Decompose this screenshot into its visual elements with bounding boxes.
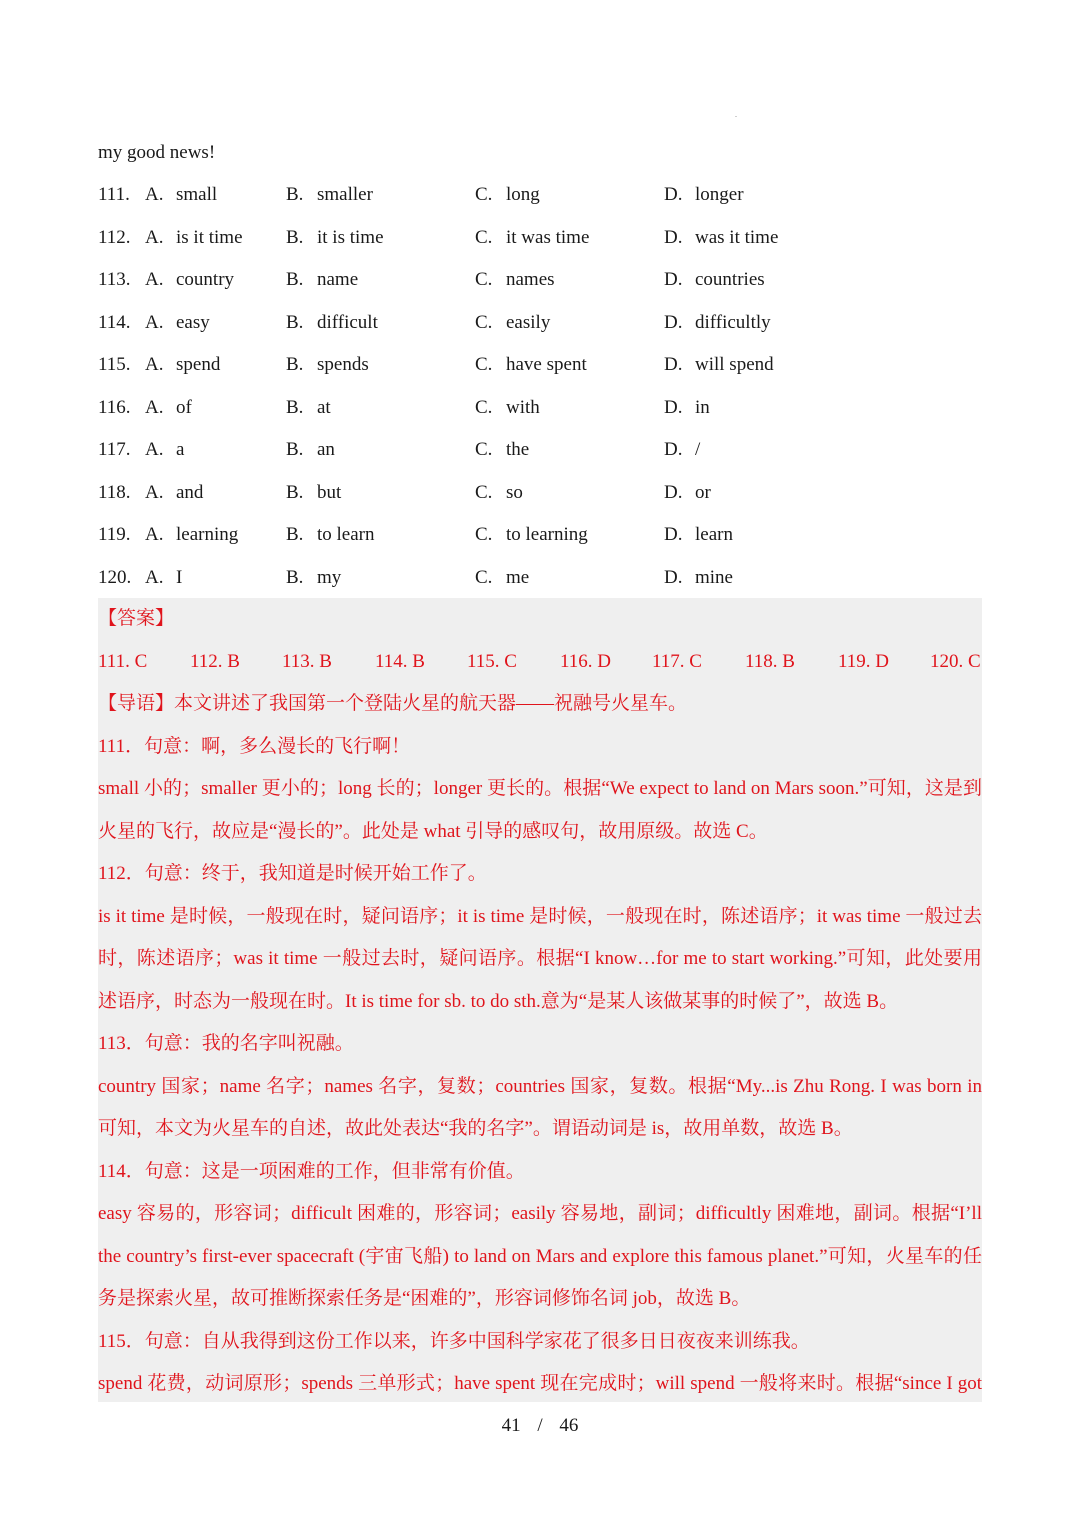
option-d (664, 266, 765, 294)
option-letter: C. (475, 184, 493, 205)
option-letter: A. (145, 396, 164, 418)
question-row (98, 479, 982, 522)
question-number: 117. (98, 439, 131, 460)
answer-heading: 【答案】 (98, 608, 175, 629)
option-b (286, 436, 335, 464)
question-number: 114. (98, 311, 131, 333)
explanation-line: is it time 是时候，一般现在时，疑问语序；it is time 是时候，一般现在时，陈述语序；it was time 一般过去 (98, 905, 982, 927)
option-text: my (317, 566, 342, 588)
option-letter: C. (475, 269, 493, 290)
option-c (475, 181, 540, 209)
option-letter: B. (286, 396, 304, 418)
option-text: mine (695, 566, 733, 588)
option-d (664, 309, 771, 337)
option-letter: C. (475, 439, 493, 460)
option-letter: D. (664, 524, 683, 545)
answer-key: 114. B (375, 651, 425, 672)
option-d (664, 181, 744, 209)
explanation-line: 务是探索火星，故可推断探索任务是“困难的”，形容词修饰名词 job，故选 B。 (98, 1288, 751, 1309)
total-pages: 46 (559, 1415, 579, 1436)
explanation-line: 111．句意：啊，多么漫长的飞行啊！ (98, 735, 411, 757)
question-number: 120. (98, 566, 132, 588)
option-a (145, 224, 243, 252)
option-c (475, 436, 529, 464)
question-number: 115. (98, 354, 131, 375)
option-text: difficultly (695, 311, 771, 333)
option-a (145, 309, 210, 337)
option-text: in (695, 396, 710, 418)
question-row (98, 436, 982, 479)
option-letter: C. (475, 524, 493, 545)
option-text: with (506, 396, 540, 418)
option-d (664, 479, 711, 507)
option-letter: B. (286, 524, 304, 545)
option-letter: C. (475, 354, 493, 375)
option-b (286, 309, 378, 337)
option-text: learning (176, 524, 239, 545)
answer-key: 111. C (98, 651, 148, 672)
option-letter: A. (145, 269, 164, 290)
option-c (475, 309, 550, 337)
option-letter: B. (286, 481, 304, 503)
option-d (664, 351, 774, 379)
question-row (98, 394, 982, 437)
option-text: at (317, 396, 331, 418)
question-number: 112. (98, 226, 131, 248)
option-letter: B. (286, 269, 304, 290)
option-c (475, 521, 588, 549)
question-options-list (98, 181, 982, 606)
question-row (98, 351, 982, 394)
question-number: 116. (98, 396, 131, 418)
option-letter: B. (286, 439, 304, 460)
current-page: 41 (501, 1415, 521, 1436)
option-a (145, 266, 234, 294)
option-letter: B. (286, 354, 304, 375)
scan-speck (735, 116, 737, 117)
question-row (98, 181, 982, 224)
option-d (664, 436, 700, 464)
option-text: the (506, 439, 530, 460)
explanation-line: 【导语】本文讲述了我国第一个登陆火星的航天器——祝融号火星车。 (98, 693, 688, 714)
option-letter: A. (145, 481, 164, 503)
option-text: longer (695, 184, 744, 205)
option-letter: C. (475, 226, 493, 248)
option-b (286, 564, 341, 592)
explanation-line: small 小的；smaller 更小的；long 长的；longer 更长的。根据“We expect to land on Mars soon.”可知，这是到 (98, 778, 982, 799)
page-number (0, 1412, 1080, 1440)
option-b (286, 266, 358, 294)
answer-key: 118. B (745, 651, 795, 672)
explanation-line: country 国家；name 名字；names 名字，复数；countries 国家，复数。根据“My...is Zhu Rong. I was born in (98, 1075, 982, 1097)
passage-end-text: my good news! (98, 142, 216, 163)
option-text: I (176, 566, 183, 588)
option-text: easily (506, 311, 551, 333)
option-text: countries (695, 269, 765, 290)
option-text: country (176, 269, 235, 290)
option-text: so (506, 481, 523, 503)
option-letter: B. (286, 311, 304, 333)
explanation-line: the country’s first-ever spacecraft (宇宙飞船) to land on Mars and explore this famous planet.”可知，火星车的任 (98, 1245, 982, 1267)
question-number: 111. (98, 184, 130, 205)
answer-explanation-box (98, 598, 982, 1402)
explanation-line: 火星的飞行，故应是“漫长的”。此处是 what 引导的感叹句，故用原级。故选 C。 (98, 820, 768, 842)
option-c (475, 266, 555, 294)
option-letter: C. (475, 481, 493, 503)
option-b (286, 521, 375, 549)
option-b (286, 181, 373, 209)
option-letter: D. (664, 184, 683, 205)
option-text: will spend (695, 354, 774, 375)
option-d (664, 521, 733, 549)
option-letter: D. (664, 481, 683, 503)
option-text: spends (317, 354, 369, 375)
option-letter: B. (286, 566, 304, 588)
question-row (98, 266, 982, 309)
option-d (664, 394, 710, 422)
option-a (145, 181, 217, 209)
option-letter: B. (286, 184, 304, 205)
option-c (475, 564, 529, 592)
option-text: was it time (695, 226, 779, 248)
option-text: an (317, 439, 335, 460)
explanation-line: 时，陈述语序；was it time 一般过去时，疑问语序。根据“I know…for me to start working.”可知，此处要用 (98, 948, 982, 969)
answer-key: 113. B (282, 651, 332, 672)
question-number: 118. (98, 481, 131, 503)
option-letter: A. (145, 226, 164, 248)
option-letter: D. (664, 226, 683, 248)
option-letter: D. (664, 566, 683, 588)
option-c (475, 394, 540, 422)
option-c (475, 351, 587, 379)
option-text: long (506, 184, 540, 205)
option-letter: D. (664, 439, 683, 460)
option-d (664, 564, 733, 592)
question-number: 119. (98, 524, 131, 545)
answer-key: 112. B (190, 651, 240, 672)
explanation-line: spend 花费，动词原形；spends 三单形式；have spent 现在完成时；will spend 一般将来时。根据“since I got (98, 1373, 982, 1394)
option-letter: C. (475, 311, 493, 333)
question-row (98, 309, 982, 352)
option-letter: D. (664, 354, 683, 375)
option-text: a (176, 439, 185, 460)
explanation-line: easy 容易的，形容词；difficult 困难的，形容词；easily 容易地，副词；difficultly 困难地，副词。根据“I’ll (98, 1203, 982, 1224)
option-a (145, 479, 203, 507)
option-letter: C. (475, 566, 493, 588)
option-text: is it time (176, 226, 243, 248)
option-letter: A. (145, 566, 164, 588)
option-b (286, 224, 384, 252)
option-text: or (695, 481, 711, 503)
option-b (286, 351, 369, 379)
option-text: have spent (506, 354, 587, 375)
option-text: but (317, 481, 342, 503)
option-text: name (317, 269, 359, 290)
option-text: smaller (317, 184, 373, 205)
option-text: to learn (317, 524, 375, 545)
option-text: and (176, 481, 204, 503)
explanation-line: 述语序，时态为一般现在时。It is time for sb. to do sth.意为“是某人该做某事的时候了”，故选 B。 (98, 990, 899, 1012)
answer-key-row (98, 647, 982, 677)
option-letter: A. (145, 354, 164, 375)
option-text: of (176, 396, 192, 418)
option-text: spend (176, 354, 221, 375)
option-a (145, 521, 238, 549)
option-b (286, 394, 331, 422)
option-c (475, 224, 589, 252)
question-number: 113. (98, 269, 131, 290)
option-letter: D. (664, 396, 683, 418)
option-d (664, 224, 778, 252)
option-letter: B. (286, 226, 304, 248)
answer-key: 116. D (560, 651, 612, 672)
option-text: names (506, 269, 555, 290)
question-row (98, 521, 982, 564)
option-letter: C. (475, 396, 493, 418)
option-letter: A. (145, 439, 164, 460)
option-text: difficult (317, 311, 378, 333)
option-a (145, 351, 220, 379)
explanation-line: 113．句意：我的名字叫祝融。 (98, 1033, 354, 1054)
option-c (475, 479, 523, 507)
page-separator: / (537, 1415, 543, 1436)
option-letter: D. (664, 311, 683, 333)
explanation-line: 112．句意：终于，我知道是时候开始工作了。 (98, 863, 487, 884)
option-text: it was time (506, 226, 590, 248)
option-text: learn (695, 524, 733, 545)
question-row (98, 224, 982, 267)
explanation-line: 114．句意：这是一项困难的工作，但非常有价值。 (98, 1160, 525, 1182)
option-b (286, 479, 341, 507)
explanation-line: 可知，本文为火星车的自述，故此处表达“我的名字”。谓语动词是 is，故用单数，故选 B。 (98, 1118, 853, 1139)
option-letter: A. (145, 184, 164, 205)
option-text: it is time (317, 226, 384, 248)
option-text: me (506, 566, 530, 588)
answer-key: 119. D (838, 651, 890, 672)
option-letter: D. (664, 269, 683, 290)
answer-key: 115. C (467, 651, 517, 672)
option-a (145, 436, 184, 464)
option-text: small (176, 184, 218, 205)
option-text: easy (176, 311, 210, 333)
option-a (145, 564, 182, 592)
answer-key: 120. C (930, 651, 981, 672)
option-text: to learning (506, 524, 588, 545)
explanation-line: 115．句意：自从我得到这份工作以来，许多中国科学家花了很多日日夜夜来训练我。 (98, 1330, 810, 1352)
option-letter: A. (145, 311, 164, 333)
option-letter: A. (145, 524, 164, 545)
answer-key: 117. C (652, 651, 702, 672)
option-a (145, 394, 192, 422)
option-text: / (695, 439, 701, 460)
